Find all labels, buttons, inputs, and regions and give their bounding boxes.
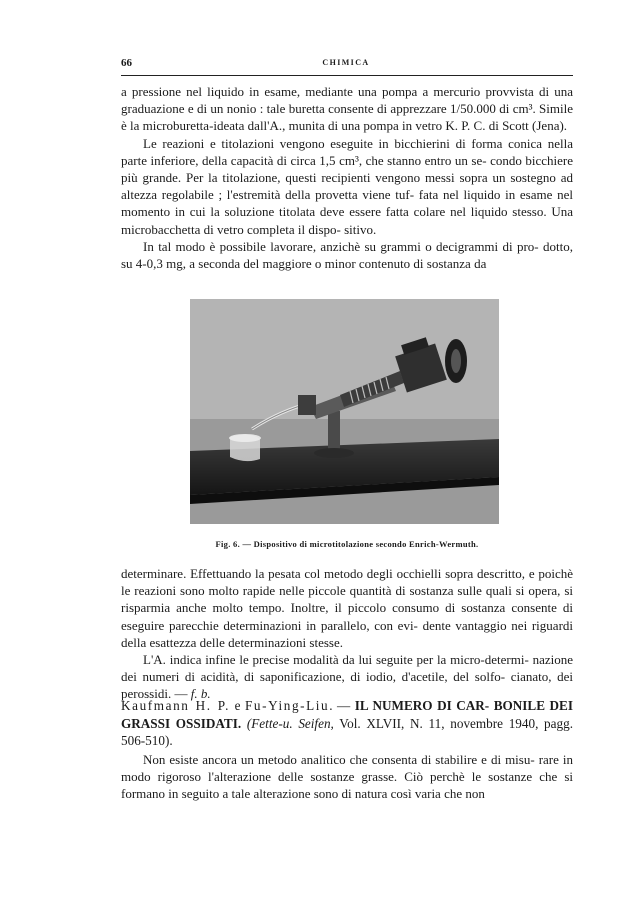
reference-title: IL NUMERO DI CAR- (354, 698, 490, 713)
figure-caption: Fig. 6. — Dispositivo di microtitolazione secondo Enrich-Wermuth. (215, 539, 479, 549)
reference-details: novembre 1940, pagg. 506-510). (121, 715, 573, 748)
apparatus-illustration (190, 299, 499, 524)
page-number: 66 (121, 57, 132, 69)
page-header (121, 57, 571, 71)
paragraph-modalities: L'A. indica infine le precise modalità da lui seguite per la micro-determi- nazione dei numeri di acidità, di saponificazione, di iodio, d'acetile, del solfo- cianato, dei perossidi. — f. b. (121, 652, 574, 702)
paragraph-reactions: Le reazioni e titolazioni vengono eseguite in bicchierini di forma conica nella parte inferiore, della capacità di circa 1,5 cm³, che stanno entro un se- condo bicchiere più grande. Per la titolazione, questi recipienti vengono messi sopra un sostegno ad altezza regolabile ; l'estremità della provetta viene tuf- fata nel liquido in esame nel momento in cui la soluzione titolata deve essere fatta colare nel liquido stesso. Una microbacchetta di vetro completa il dispo- sitivo. (121, 135, 574, 237)
paragraph-method: In tal modo è possibile lavorare, anzichè su grammi o decigrammi di pro- dotto, su 4-0,3 mg, a seconda del maggiore o minor contenuto di sostanza da (121, 238, 574, 272)
reference-journal: (Fette-u. Seifen, (246, 715, 334, 731)
reference-author-2: Fu-Ying-Liu (244, 698, 330, 713)
figure-photo-microtitration-device (190, 299, 499, 524)
reviewer-signature: f. b. (190, 686, 211, 702)
paragraph-weighing: determinare. Effettuando la pesata col metodo degli occhielli sopra descritto, e poichè le reazioni sono molto rapide nelle piccole quantità di sostanza sulle quali si opera, si risparmia anche molto tempo. Inoltre, il piccolo consumo di sostanza consente di eseguire parecchie determinazioni in parallelo, con evi- dente vantaggio nei riguardi della esattezza delle determinazioni stesse. (121, 566, 574, 650)
paragraph-oxidized-fats: Non esiste ancora un metodo analitico che consenta di stabilire e di misu- rare in modo rigoroso l'alterazione delle sostanze grasse. Ciò perchè le sostanze che si formano in seguito a tale alterazione sono di natura così varia che non (121, 752, 574, 802)
header-rule (121, 75, 573, 76)
text-block-bottom (121, 751, 573, 803)
text-block-middle (121, 565, 573, 703)
running-title: CHIMICA (322, 58, 370, 67)
reference-author-1: Kaufmann H. P. (121, 698, 231, 713)
text-block-top (121, 83, 573, 272)
paragraph-burette: a pressione nel liquido in esame, mediante una pompa a mercurio provvista di una graduazione e di un nonio : tale buretta consente di apprezzare 1/50.000 di cm³. Simile è la microburetta-ideata dall'A., munita di una pompa in vetro K. P. C. di Scott (Jena). (121, 84, 574, 134)
bibliographic-reference: Kaufmann H. P. e Fu-Ying-Liu. — IL NUMERO DI CAR- BONILE DEI GRASSI OSSIDATI. (Fette-u. Seifen, Vol. XLVII, N. 11, novembre 1940, pagg. 506-510). (121, 698, 573, 748)
